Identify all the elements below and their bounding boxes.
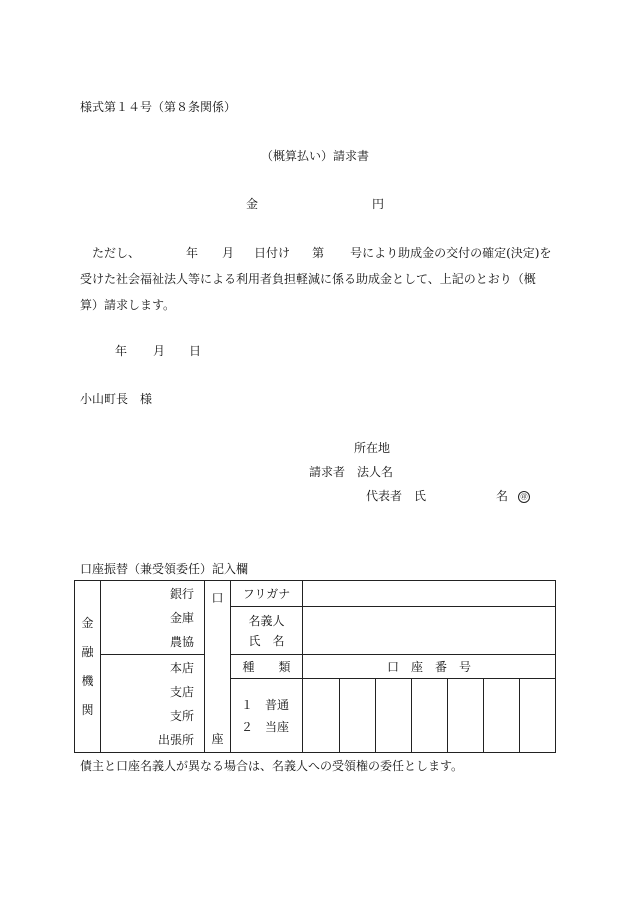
form-number: 様式第１４号（第８条関係） [80, 100, 237, 114]
footer-note: 債主と口座名義人が異なる場合は、名義人への受領権の委任とします。 [80, 759, 464, 773]
requester-corp-line [309, 465, 393, 479]
body-year: 年 [186, 246, 199, 260]
account-digit-2[interactable] [340, 679, 376, 753]
body-dated: 日付け [254, 246, 291, 260]
addressee: 小山町長 様 [80, 392, 153, 406]
request-date [115, 344, 201, 358]
institution-type-cell: 銀行 金庫 農協 [101, 581, 205, 655]
account-digit-3[interactable] [376, 679, 412, 753]
body-month: 月 [222, 246, 235, 260]
representative-label: 代表者 氏 [366, 489, 427, 503]
corp-name-label: 法人名 [357, 465, 394, 479]
account-type-label: 種 類 [231, 655, 303, 679]
body-main: 号により助成金の交付の確定(決定)を受けた社会福祉法人等による利用者負担軽減に係る助成金として、上記のとおり（概算）請求します。 [80, 246, 552, 312]
account-number-label: 口 座 番 号 [303, 655, 556, 679]
amount-unit: 円 [372, 197, 385, 211]
account-label: 口 座 [205, 581, 231, 753]
representative-line [366, 489, 530, 503]
date-month: 月 [153, 344, 166, 358]
date-year: 年 [115, 344, 128, 358]
body-dai: 第 [312, 246, 325, 260]
representative-name-label: 名 [496, 489, 509, 503]
seal-mark: ㊞ [518, 491, 530, 503]
holder-name-label: 名義人 氏 名 [231, 607, 303, 655]
account-digit-7[interactable] [520, 679, 556, 753]
account-type-options[interactable]: １ 普通 ２ 当座 [231, 679, 303, 753]
furigana-field[interactable] [303, 581, 556, 607]
body-lead: ただし、 [92, 246, 141, 260]
requester-address-label: 所在地 [354, 441, 391, 455]
account-section-title: 口座振替（兼受領委任）記入欄 [80, 562, 249, 576]
requester-label: 請求者 [309, 465, 346, 479]
account-digit-6[interactable] [484, 679, 520, 753]
document-title: （概算払い）請求書 [260, 149, 369, 163]
institution-label: 金 融 機 関 [75, 581, 101, 753]
branch-type-cell: 本店 支店 支所 出張所 [101, 655, 205, 753]
account-transfer-table [74, 580, 556, 753]
account-digit-5[interactable] [448, 679, 484, 753]
request-body-text [80, 240, 552, 318]
furigana-label: フリガナ [231, 581, 303, 607]
account-digit-4[interactable] [412, 679, 448, 753]
amount-label: 金 [246, 197, 259, 211]
date-day: 日 [189, 344, 202, 358]
holder-name-field[interactable] [303, 607, 556, 655]
account-digit-1[interactable] [303, 679, 340, 753]
